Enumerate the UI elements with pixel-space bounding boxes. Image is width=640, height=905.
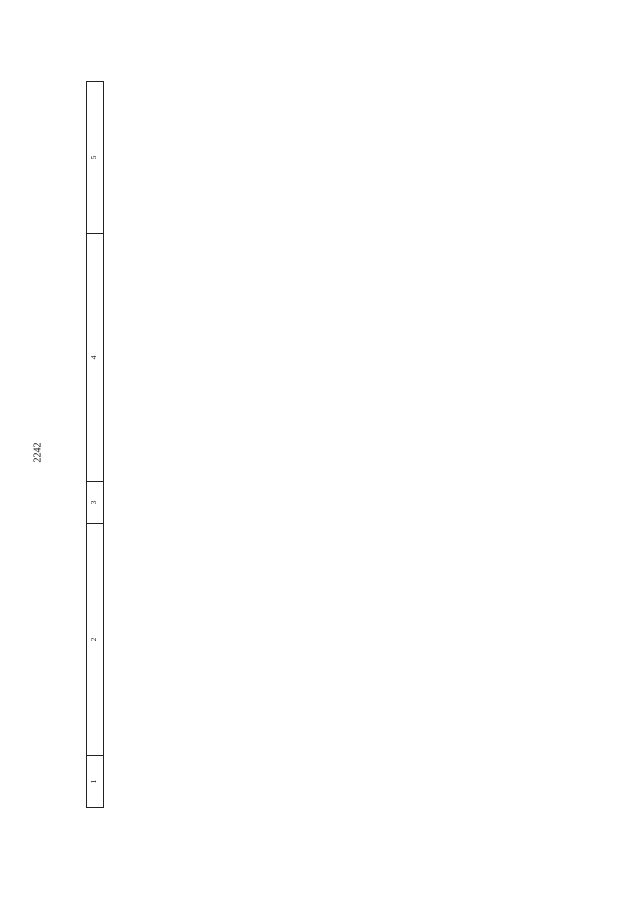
col-year-header: 3 — [87, 482, 104, 524]
rotated-table-container — [86, 82, 604, 808]
repair-schedule-table — [86, 81, 104, 808]
col-number-header: 1 — [87, 756, 104, 808]
page-number-text: 2242 — [32, 442, 44, 463]
page-number — [28, 0, 48, 905]
col-period-header: 5 — [87, 82, 104, 234]
col-address-header: 2 — [87, 524, 104, 756]
header-row — [87, 82, 104, 808]
col-works-header: 4 — [87, 234, 104, 482]
